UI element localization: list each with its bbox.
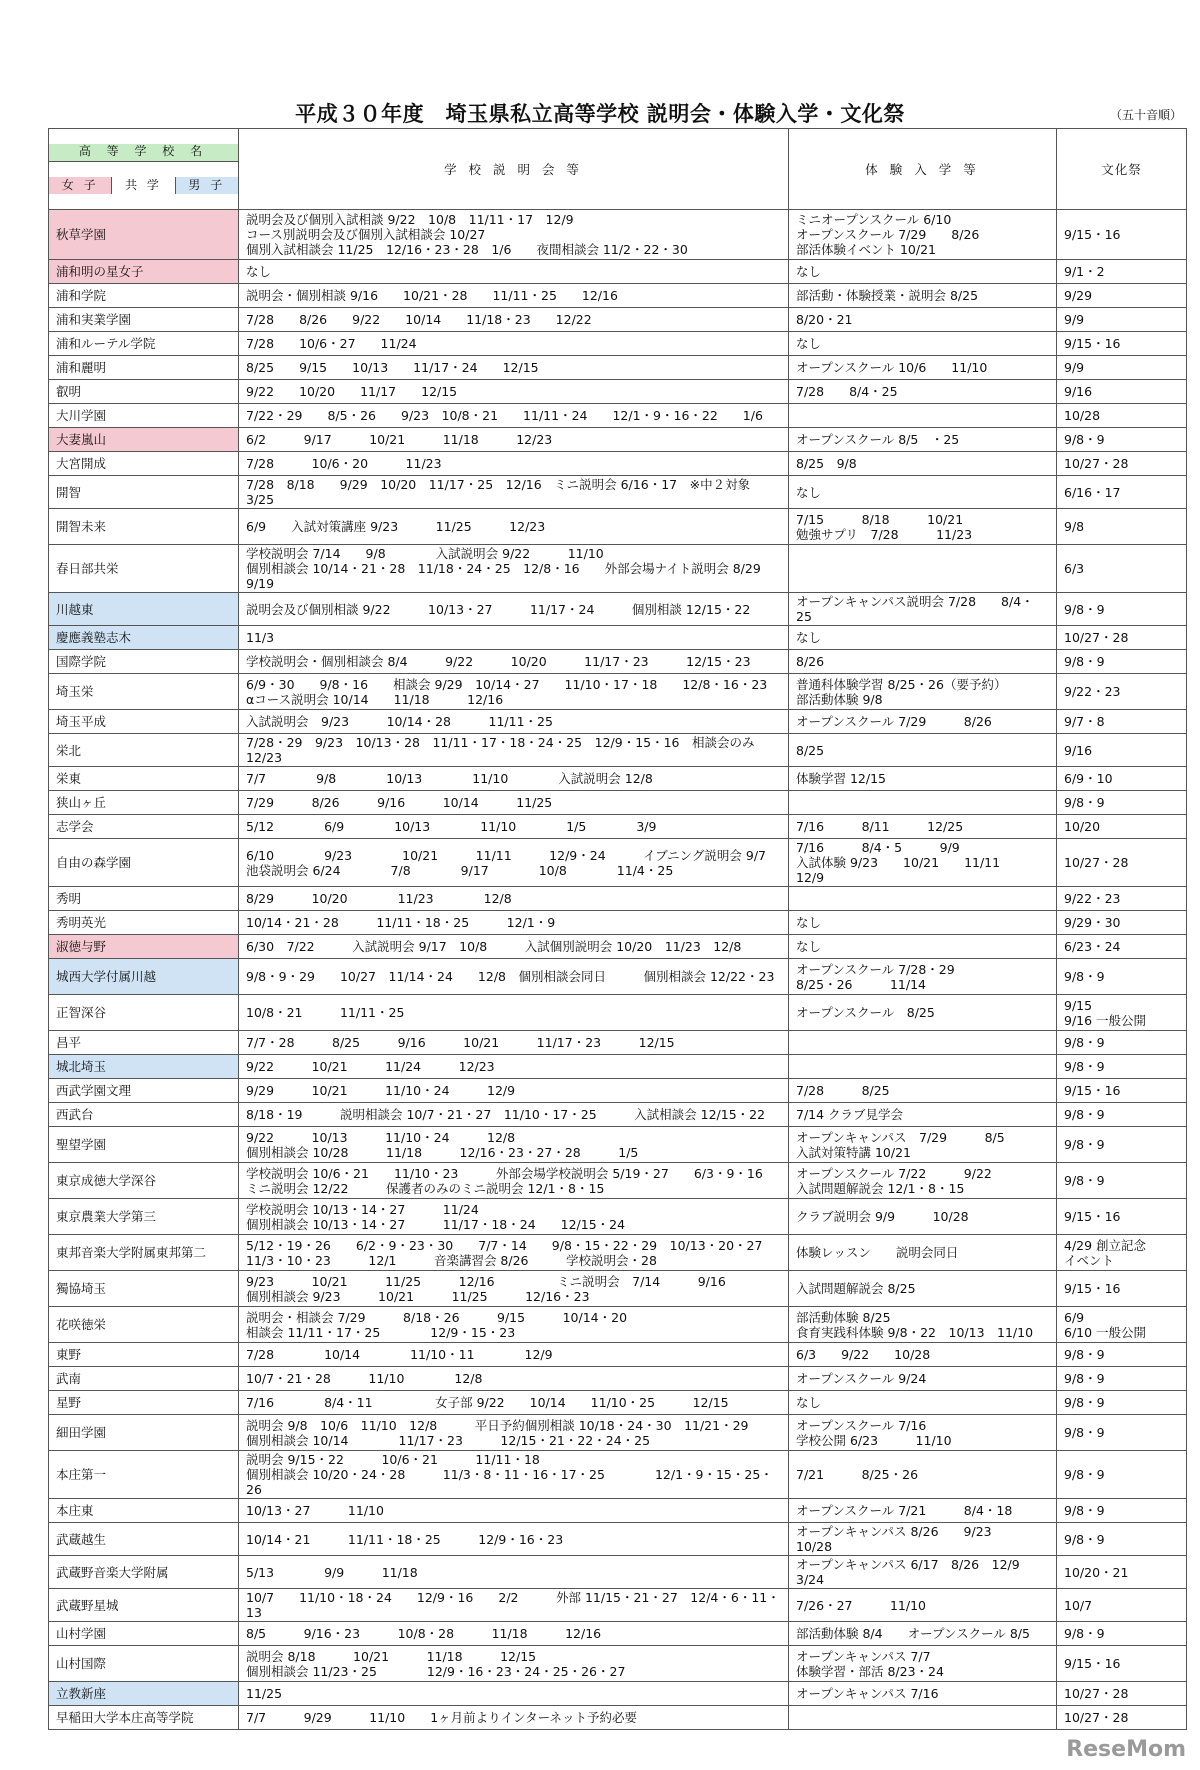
school-name: 開智未来 xyxy=(49,509,239,545)
school-festival: 6/9・10 xyxy=(1057,767,1187,791)
trial-entry: オープンキャンパス 7/16 xyxy=(789,1682,1057,1706)
table-row xyxy=(49,1127,1187,1163)
trial-entry: ミニオープンスクール 6/10 オープンスクール 7/29 8/26 部活体験イベント 10/21 xyxy=(789,210,1057,260)
table-row xyxy=(49,650,1187,674)
school-type-legend xyxy=(49,177,238,194)
table-row xyxy=(49,1556,1187,1589)
table-row xyxy=(49,260,1187,284)
school-festival: 9/8・9 xyxy=(1057,650,1187,674)
school-name: 正智深谷 xyxy=(49,995,239,1031)
info-sessions: 説明会・個別相談 9/16 10/21・28 11/11・25 12/16 xyxy=(239,284,789,308)
table-row xyxy=(49,1682,1187,1706)
info-sessions: 説明会及び個別相談 9/22 10/13・27 11/17・24 個別相談 12/15・22 xyxy=(239,593,789,626)
info-sessions: 10/14・21 11/11・18・25 12/9・16・23 xyxy=(239,1523,789,1556)
trial-entry: 8/26 xyxy=(789,650,1057,674)
table-row xyxy=(49,887,1187,911)
school-festival: 9/29 xyxy=(1057,284,1187,308)
trial-entry: オープンキャンパス 6/17 8/26 12/9 3/24 xyxy=(789,1556,1057,1589)
trial-entry xyxy=(789,1055,1057,1079)
school-festival: 9/8・9 xyxy=(1057,1103,1187,1127)
info-sessions: 7/28 10/6・20 11/23 xyxy=(239,452,789,476)
table-row xyxy=(49,1031,1187,1055)
school-festival: 9/8・9 xyxy=(1057,1415,1187,1451)
table-row xyxy=(49,1451,1187,1499)
info-sessions: 7/28 8/26 9/22 10/14 11/18・23 12/22 xyxy=(239,308,789,332)
legend-coed: 共 学 xyxy=(112,177,175,194)
page-title: 平成３０年度 埼玉県私立高等学校 説明会・体験入学・文化祭 xyxy=(295,102,905,126)
info-sessions: 8/29 10/20 11/23 12/8 xyxy=(239,887,789,911)
info-sessions: 入試説明会 9/23 10/14・28 11/11・25 xyxy=(239,710,789,734)
school-name: 獨協埼玉 xyxy=(49,1271,239,1307)
school-festival: 9/1・2 xyxy=(1057,260,1187,284)
info-sessions: 10/13・27 11/10 xyxy=(239,1499,789,1523)
trial-entry: 部活動・体験授業・説明会 8/25 xyxy=(789,284,1057,308)
school-name: 本庄東 xyxy=(49,1499,239,1523)
school-festival: 9/15・16 xyxy=(1057,1079,1187,1103)
info-sessions: 7/7 9/8 10/13 11/10 入試説明会 12/8 xyxy=(239,767,789,791)
school-festival: 10/20・21 xyxy=(1057,1556,1187,1589)
school-name: 秀明 xyxy=(49,887,239,911)
info-sessions: 7/28・29 9/23 10/13・28 11/11・17・18・24・25 12/9・15・16 相談会のみ 12/23 xyxy=(239,734,789,767)
schedule-table xyxy=(48,128,1187,1730)
school-festival: 9/7・8 xyxy=(1057,710,1187,734)
legend-girls: 女 子 xyxy=(49,177,112,194)
school-name: 淑徳与野 xyxy=(49,935,239,959)
school-name: 星野 xyxy=(49,1391,239,1415)
trial-entry: 7/28 8/25 xyxy=(789,1079,1057,1103)
trial-entry: 7/15 8/18 10/21 勉強サプリ 7/28 11/23 xyxy=(789,509,1057,545)
school-name: 西武学園文理 xyxy=(49,1079,239,1103)
info-sessions: 10/14・21・28 11/11・18・25 12/1・9 xyxy=(239,911,789,935)
info-sessions: 学校説明会 10/13・14・27 11/24 個別相談会 10/13・14・27 11/17・18・24 12/15・24 xyxy=(239,1199,789,1235)
school-name: 川越東 xyxy=(49,593,239,626)
school-festival: 9/16 xyxy=(1057,380,1187,404)
school-name: 東京成徳大学深谷 xyxy=(49,1163,239,1199)
school-festival: 9/15・16 xyxy=(1057,332,1187,356)
info-sessions: 5/12・19・26 6/2・9・23・30 7/7・14 9/8・15・22・29 10/13・20・27 11/3・10・23 12/1 音楽講習会 8/26 学校説明会・28 xyxy=(239,1235,789,1271)
info-sessions: 7/16 8/4・11 女子部 9/22 10/14 11/10・25 12/15 xyxy=(239,1391,789,1415)
trial-entry: オープンスクール 7/21 8/4・18 xyxy=(789,1499,1057,1523)
info-sessions: 学校説明会 7/14 9/8 入試説明会 9/22 11/10 個別相談会 10/14・21・28 11/18・24・25 12/8・16 外部会場ナイト説明会 8/29 9/19 xyxy=(239,545,789,593)
trial-entry: オープンスクール 8/5 ・25 xyxy=(789,428,1057,452)
school-name: 埼玉平成 xyxy=(49,710,239,734)
school-festival: 9/15・16 xyxy=(1057,1271,1187,1307)
school-name: 開智 xyxy=(49,476,239,509)
table-row xyxy=(49,284,1187,308)
school-header xyxy=(49,129,239,210)
trial-entry: 7/21 8/25・26 xyxy=(789,1451,1057,1499)
info-sessions: 説明会 9/8 10/6 11/10 12/8 平日予約個別相談 10/18・24・30 11/21・29 個別相談会 10/14 11/17・23 12/15・21・22・24・25 xyxy=(239,1415,789,1451)
trial-entry xyxy=(789,887,1057,911)
experience-header: 体 験 入 学 等 xyxy=(789,129,1057,210)
school-festival: 9/8 xyxy=(1057,509,1187,545)
trial-entry: オープンスクール 9/24 xyxy=(789,1367,1057,1391)
table-row xyxy=(49,1235,1187,1271)
trial-entry: なし xyxy=(789,626,1057,650)
trial-entry: 部活動体験 8/4 オープンスクール 8/5 xyxy=(789,1622,1057,1646)
table-row xyxy=(49,1055,1187,1079)
school-festival: 9/8・9 xyxy=(1057,1451,1187,1499)
table-row xyxy=(49,734,1187,767)
info-sessions: 8/5 9/16・23 10/8・28 11/18 12/16 xyxy=(239,1622,789,1646)
table-row xyxy=(49,1391,1187,1415)
trial-entry: 体験レッスン 説明会同日 xyxy=(789,1235,1057,1271)
trial-entry: オープンキャンパス 8/26 9/23 10/28 xyxy=(789,1523,1057,1556)
school-name: 花咲徳栄 xyxy=(49,1307,239,1343)
table-row xyxy=(49,308,1187,332)
school-name: 本庄第一 xyxy=(49,1451,239,1499)
school-festival: 6/16・17 xyxy=(1057,476,1187,509)
info-sessions: 11/3 xyxy=(239,626,789,650)
school-name: 秀明英光 xyxy=(49,911,239,935)
school-festival: 6/3 xyxy=(1057,545,1187,593)
school-name: 城西大学付属川越 xyxy=(49,959,239,995)
table-row xyxy=(49,1706,1187,1730)
school-name: 大宮開成 xyxy=(49,452,239,476)
school-name: 山村学園 xyxy=(49,1622,239,1646)
table-row xyxy=(49,935,1187,959)
school-festival: 9/22・23 xyxy=(1057,674,1187,710)
info-sessions: 8/18・19 説明相談会 10/7・21・27 11/10・17・25 入試相談会 12/15・22 xyxy=(239,1103,789,1127)
table-row xyxy=(49,1163,1187,1199)
table-row xyxy=(49,1523,1187,1556)
info-sessions: 5/13 9/9 11/18 xyxy=(239,1556,789,1589)
school-festival: 10/27・28 xyxy=(1057,1706,1187,1730)
trial-entry: なし xyxy=(789,476,1057,509)
school-festival: 9/15・16 xyxy=(1057,1199,1187,1235)
info-sessions: 説明会 8/18 10/21 11/18 12/15 個別相談会 11/23・25 12/9・16・23・24・25・26・27 xyxy=(239,1646,789,1682)
table-row xyxy=(49,428,1187,452)
table-row xyxy=(49,791,1187,815)
school-name: 城北埼玉 xyxy=(49,1055,239,1079)
table-row xyxy=(49,593,1187,626)
school-name: 栄東 xyxy=(49,767,239,791)
info-sessions: 学校説明会 10/6・21 11/10・23 外部会場学校説明会 5/19・27 6/3・9・16 ミニ説明会 12/22 保護者のみのミニ説明会 12/1・8・15 xyxy=(239,1163,789,1199)
trial-entry: オープンスクール 7/29 8/26 xyxy=(789,710,1057,734)
table-row xyxy=(49,1307,1187,1343)
table-row xyxy=(49,1589,1187,1622)
info-sessions: なし xyxy=(239,260,789,284)
trial-entry xyxy=(789,545,1057,593)
trial-entry: 7/14 クラブ見学会 xyxy=(789,1103,1057,1127)
trial-entry: オープンスクール 8/25 xyxy=(789,995,1057,1031)
school-name: 埼玉栄 xyxy=(49,674,239,710)
trial-entry: 7/26・27 11/10 xyxy=(789,1589,1057,1622)
school-festival: 9/8・9 xyxy=(1057,1391,1187,1415)
info-sessions: 6/9・30 9/8・16 相談会 9/29 10/14・27 11/10・17・18 12/8・16・23 αコース説明会 10/14 11/18 12/16 xyxy=(239,674,789,710)
table-row xyxy=(49,626,1187,650)
table-row xyxy=(49,1343,1187,1367)
school-name: 浦和明の星女子 xyxy=(49,260,239,284)
school-name: 慶應義塾志木 xyxy=(49,626,239,650)
school-name: 東邦音楽大学附属東邦第二 xyxy=(49,1235,239,1271)
school-column-title: 高 等 学 校 名 xyxy=(49,144,238,162)
school-name: 聖望学園 xyxy=(49,1127,239,1163)
school-name: 志学会 xyxy=(49,815,239,839)
table-row xyxy=(49,380,1187,404)
school-name: 武蔵越生 xyxy=(49,1523,239,1556)
school-festival: 10/28 xyxy=(1057,404,1187,428)
school-festival: 9/8・9 xyxy=(1057,1523,1187,1556)
trial-entry: 7/28 8/4・25 xyxy=(789,380,1057,404)
info-sessions: 7/7・28 8/25 9/16 10/21 11/17・23 12/15 xyxy=(239,1031,789,1055)
school-festival: 9/8・9 xyxy=(1057,1343,1187,1367)
table-header-row xyxy=(49,129,1187,210)
trial-entry: なし xyxy=(789,332,1057,356)
school-festival: 10/7 xyxy=(1057,1589,1187,1622)
school-festival: 9/29・30 xyxy=(1057,911,1187,935)
info-sessions: 7/28 10/14 11/10・11 12/9 xyxy=(239,1343,789,1367)
school-name: 山村国際 xyxy=(49,1646,239,1682)
school-name: 武蔵野星城 xyxy=(49,1589,239,1622)
info-sessions: 9/29 10/21 11/10・24 12/9 xyxy=(239,1079,789,1103)
school-festival: 9/8・9 xyxy=(1057,1031,1187,1055)
table-row xyxy=(49,674,1187,710)
trial-entry: 7/16 8/11 12/25 xyxy=(789,815,1057,839)
school-festival: 9/15・16 xyxy=(1057,1646,1187,1682)
school-name: 早稲田大学本庄高等学院 xyxy=(49,1706,239,1730)
table-row xyxy=(49,476,1187,509)
info-sessions: 7/29 8/26 9/16 10/14 11/25 xyxy=(239,791,789,815)
trial-entry: クラブ説明会 9/9 10/28 xyxy=(789,1199,1057,1235)
school-name: 立教新座 xyxy=(49,1682,239,1706)
school-name: 昌平 xyxy=(49,1031,239,1055)
school-festival: 9/8・9 xyxy=(1057,1163,1187,1199)
info-sessions: 10/7・21・28 11/10 12/8 xyxy=(239,1367,789,1391)
table-row xyxy=(49,1103,1187,1127)
info-sessions: 6/9 入試対策講座 9/23 11/25 12/23 xyxy=(239,509,789,545)
info-sessions: 6/30 7/22 入試説明会 9/17 10/8 入試個別説明会 10/20 11/23 12/8 xyxy=(239,935,789,959)
school-name: 浦和麗明 xyxy=(49,356,239,380)
school-name: 秋草学園 xyxy=(49,210,239,260)
school-name: 武南 xyxy=(49,1367,239,1391)
table-row xyxy=(49,710,1187,734)
info-sessions: 7/28 10/6・27 11/24 xyxy=(239,332,789,356)
trial-entry: オープンスクール 7/16 学校公開 6/23 11/10 xyxy=(789,1415,1057,1451)
table-row xyxy=(49,815,1187,839)
school-festival: 9/8・9 xyxy=(1057,428,1187,452)
info-sessions: 5/12 6/9 10/13 11/10 1/5 3/9 xyxy=(239,815,789,839)
school-name: 武蔵野音楽大学附属 xyxy=(49,1556,239,1589)
table-row xyxy=(49,332,1187,356)
trial-entry: オープンスクール 10/6 11/10 xyxy=(789,356,1057,380)
school-festival: 6/9 6/10 一般公開 xyxy=(1057,1307,1187,1343)
info-sessions: 10/8・21 11/11・25 xyxy=(239,995,789,1031)
school-festival: 10/27・28 xyxy=(1057,452,1187,476)
trial-entry: なし xyxy=(789,911,1057,935)
table-row xyxy=(49,839,1187,887)
school-festival: 9/8・9 xyxy=(1057,593,1187,626)
school-festival: 9/8・9 xyxy=(1057,1622,1187,1646)
table-row xyxy=(49,1367,1187,1391)
school-festival: 9/8・9 xyxy=(1057,1055,1187,1079)
school-festival: 10/27・28 xyxy=(1057,626,1187,650)
table-row xyxy=(49,1622,1187,1646)
info-sessions: 9/8・9・29 10/27 11/14・24 12/8 個別相談会同日 個別相談会 12/22・23 xyxy=(239,959,789,995)
school-name: 大妻嵐山 xyxy=(49,428,239,452)
info-sessions: 7/7 9/29 11/10 1ヶ月前よりインターネット予約必要 xyxy=(239,1706,789,1730)
info-session-header: 学 校 説 明 会 等 xyxy=(239,129,789,210)
table-row xyxy=(49,1499,1187,1523)
school-name: 大川学園 xyxy=(49,404,239,428)
info-sessions: 説明会 9/15・22 10/6・21 11/11・18 個別相談会 10/20・24・28 11/3・8・11・16・17・25 12/1・9・15・25・26 xyxy=(239,1451,789,1499)
table-row xyxy=(49,911,1187,935)
school-name: 自由の森学園 xyxy=(49,839,239,887)
school-name: 栄北 xyxy=(49,734,239,767)
school-festival: 9/8・9 xyxy=(1057,1367,1187,1391)
trial-entry: 普通科体験学習 8/25・26（要予約） 部活動体験 9/8 xyxy=(789,674,1057,710)
trial-entry: 7/16 8/4・5 9/9 入試体験 9/23 10/21 11/11 12/9 xyxy=(789,839,1057,887)
trial-entry: オープンスクール 7/28・29 8/25・26 11/14 xyxy=(789,959,1057,995)
school-name: 東野 xyxy=(49,1343,239,1367)
table-row xyxy=(49,452,1187,476)
trial-entry: 部活動体験 8/25 食育実践科体験 9/8・22 10/13 11/10 xyxy=(789,1307,1057,1343)
trial-entry xyxy=(789,1706,1057,1730)
trial-entry: なし xyxy=(789,935,1057,959)
info-sessions: 9/23 10/21 11/25 12/16 ミニ説明会 7/14 9/16 個別相談会 9/23 10/21 11/25 12/16・23 xyxy=(239,1271,789,1307)
school-name: 浦和実業学園 xyxy=(49,308,239,332)
school-name: 浦和ルーテル学院 xyxy=(49,332,239,356)
table-row xyxy=(49,1415,1187,1451)
info-sessions: 学校説明会・個別相談会 8/4 9/22 10/20 11/17・23 12/15・23 xyxy=(239,650,789,674)
table-row xyxy=(49,767,1187,791)
trial-entry: なし xyxy=(789,1391,1057,1415)
school-festival: 9/9 xyxy=(1057,308,1187,332)
school-festival: 10/27・28 xyxy=(1057,839,1187,887)
trial-entry: オープンキャンパス 7/7 体験学習・部活 8/23・24 xyxy=(789,1646,1057,1682)
table-row xyxy=(49,210,1187,260)
info-sessions: 8/25 9/15 10/13 11/17・24 12/15 xyxy=(239,356,789,380)
info-sessions: 10/7 11/10・18・24 12/9・16 2/2 外部 11/15・21・27 12/4・6・11・13 xyxy=(239,1589,789,1622)
trial-entry xyxy=(789,791,1057,815)
info-sessions: 6/2 9/17 10/21 11/18 12/23 xyxy=(239,428,789,452)
school-name: 西武台 xyxy=(49,1103,239,1127)
school-festival: 9/15・16 xyxy=(1057,210,1187,260)
schedule-rows xyxy=(49,210,1187,1730)
table-row xyxy=(49,356,1187,380)
school-festival: 9/9 xyxy=(1057,356,1187,380)
legend-boys: 男 子 xyxy=(176,177,238,194)
table-row xyxy=(49,1079,1187,1103)
school-festival: 9/15 9/16 一般公開 xyxy=(1057,995,1187,1031)
trial-entry: 6/3 9/22 10/28 xyxy=(789,1343,1057,1367)
table-row xyxy=(49,1271,1187,1307)
school-festival: 9/8・9 xyxy=(1057,791,1187,815)
school-name: 春日部共栄 xyxy=(49,545,239,593)
trial-entry: 体験学習 12/15 xyxy=(789,767,1057,791)
table-row xyxy=(49,509,1187,545)
info-sessions: 9/22 10/13 11/10・24 12/8 個別相談会 10/28 11/18 12/16・23・27・28 1/5 xyxy=(239,1127,789,1163)
school-name: 浦和学院 xyxy=(49,284,239,308)
table-row xyxy=(49,545,1187,593)
trial-entry: 入試問題解説会 8/25 xyxy=(789,1271,1057,1307)
info-sessions: 6/10 9/23 10/21 11/11 12/9・24 イブニング説明会 9/7 池袋説明会 6/24 7/8 9/17 10/8 11/4・25 xyxy=(239,839,789,887)
school-name: 東京農業大学第三 xyxy=(49,1199,239,1235)
school-name: 国際学院 xyxy=(49,650,239,674)
school-festival: 10/20 xyxy=(1057,815,1187,839)
trial-entry: オープンキャンパス 7/29 8/5 入試対策特講 10/21 xyxy=(789,1127,1057,1163)
trial-entry: 8/20・21 xyxy=(789,308,1057,332)
school-name: 叡明 xyxy=(49,380,239,404)
festival-header: 文化祭 xyxy=(1057,129,1187,210)
school-festival: 9/8・9 xyxy=(1057,959,1187,995)
table-row xyxy=(49,995,1187,1031)
school-festival: 9/8・9 xyxy=(1057,1127,1187,1163)
school-festival: 10/27・28 xyxy=(1057,1682,1187,1706)
school-name: 狭山ヶ丘 xyxy=(49,791,239,815)
trial-entry: 8/25 9/8 xyxy=(789,452,1057,476)
school-festival: 6/23・24 xyxy=(1057,935,1187,959)
info-sessions: 説明会・相談会 7/29 8/18・26 9/15 10/14・20 相談会 11/11・17・25 12/9・15・23 xyxy=(239,1307,789,1343)
trial-entry xyxy=(789,404,1057,428)
school-festival: 9/16 xyxy=(1057,734,1187,767)
trial-entry: なし xyxy=(789,260,1057,284)
school-name: 細田学園 xyxy=(49,1415,239,1451)
info-sessions: 7/22・29 8/5・26 9/23 10/8・21 11/11・24 12/1・9・16・22 1/6 xyxy=(239,404,789,428)
school-festival: 9/22・23 xyxy=(1057,887,1187,911)
trial-entry xyxy=(789,1031,1057,1055)
trial-entry: オープンキャンパス説明会 7/28 8/4・25 xyxy=(789,593,1057,626)
trial-entry: 8/25 xyxy=(789,734,1057,767)
info-sessions: 説明会及び個別入試相談 9/22 10/8 11/11・17 12/9 コース別説明会及び個別入試相談会 10/27 個別入試相談会 11/25 12/16・23・28 1/6 夜間相談会 11/2・22・30 xyxy=(239,210,789,260)
school-festival: 4/29 創立記念 イベント xyxy=(1057,1235,1187,1271)
info-sessions: 9/22 10/21 11/24 12/23 xyxy=(239,1055,789,1079)
info-sessions: 9/22 10/20 11/17 12/15 xyxy=(239,380,789,404)
table-row xyxy=(49,1199,1187,1235)
resemom-logo: ReseMom xyxy=(1066,1737,1186,1762)
trial-entry: オープンスクール 7/22 9/22 入試問題解説会 12/1・8・15 xyxy=(789,1163,1057,1199)
order-note: （五十音順） xyxy=(1109,108,1182,122)
info-sessions: 7/28 8/18 9/29 10/20 11/17・25 12/16 ミニ説明会 6/16・17 ※中２対象 3/25 xyxy=(239,476,789,509)
school-festival: 9/8・9 xyxy=(1057,1499,1187,1523)
info-sessions: 11/25 xyxy=(239,1682,789,1706)
table-row xyxy=(49,404,1187,428)
table-row xyxy=(49,959,1187,995)
table-row xyxy=(49,1646,1187,1682)
